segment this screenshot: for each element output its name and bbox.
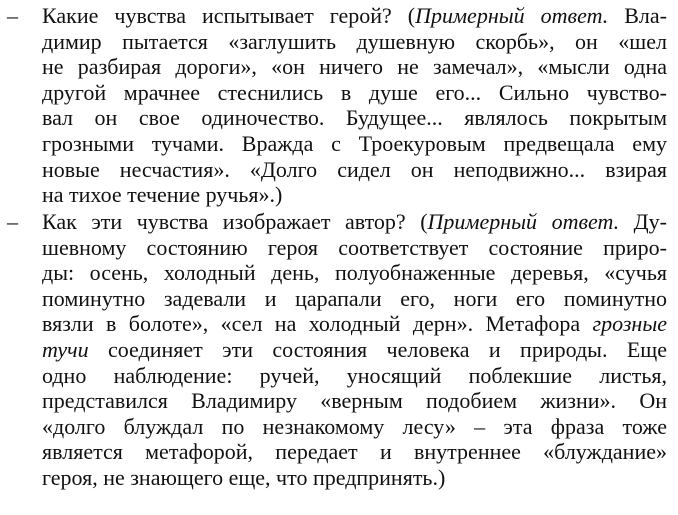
text-line: вязли в болоте», «сел на холодный дерн». Метафора грозные xyxy=(42,311,667,337)
text-line: тучи соединяет эти состояния человека и природы. Еще xyxy=(42,336,667,362)
text-line: другой мрачнее стеснились в душе его... Сильно чувство- xyxy=(42,79,667,105)
text-line: представился Владимиру «верным подобием жизни». Он xyxy=(42,388,667,414)
italic-phrase: Примерный ответ. xyxy=(415,3,609,28)
text-line: шевному состоянию героя соответствует состояние приро- xyxy=(42,234,667,260)
list-dash: – xyxy=(7,3,18,28)
text-line: одно наблюдение: ручей, уносящий поблекшие листья, xyxy=(42,362,667,388)
italic-phrase: тучи xyxy=(42,336,89,362)
list-dash: – xyxy=(7,209,18,234)
text-line: Какие чувства испытывает герой? (Примерный ответ. Вла- xyxy=(42,3,668,28)
text-line: героя, не знающего еще, что предпринять.) xyxy=(42,464,446,490)
text-line: димир пытается «заглушить душевную скорбь», он «шел xyxy=(42,28,667,54)
text-line: новые несчастия». «Долго сидел он неподвижно... взирая xyxy=(42,156,667,182)
text-line: грозными тучами. Вражда с Троекуровым предвещала ему xyxy=(42,130,667,156)
text-line: поминутно задевали и царапали его, ноги его поминутно xyxy=(42,285,667,311)
text-line: ды: осень, холодный день, полуобнаженные деревья, «сучья xyxy=(42,260,667,286)
text-line: «долго блуждал по незнакомому лесу» – эта фраза тоже xyxy=(42,413,667,439)
text-line: на тихое течение ручья».) xyxy=(42,182,283,208)
text-line: Как эти чувства изображает автор? (Примерный ответ. Ду- xyxy=(42,209,668,234)
text-line: является метафорой, передает и внутреннее «блуждание» xyxy=(42,439,667,465)
italic-phrase: Примерный ответ. xyxy=(427,209,620,234)
text-line: вал он свое одиночество. Будущее... являлось покрытым xyxy=(42,105,667,131)
list-item-text xyxy=(42,209,667,491)
text-line: не разбирая дороги», «он ничего не замечал», «мысли одна xyxy=(42,54,667,80)
italic-phrase: грозные xyxy=(592,311,667,337)
list-item-text xyxy=(42,3,667,208)
